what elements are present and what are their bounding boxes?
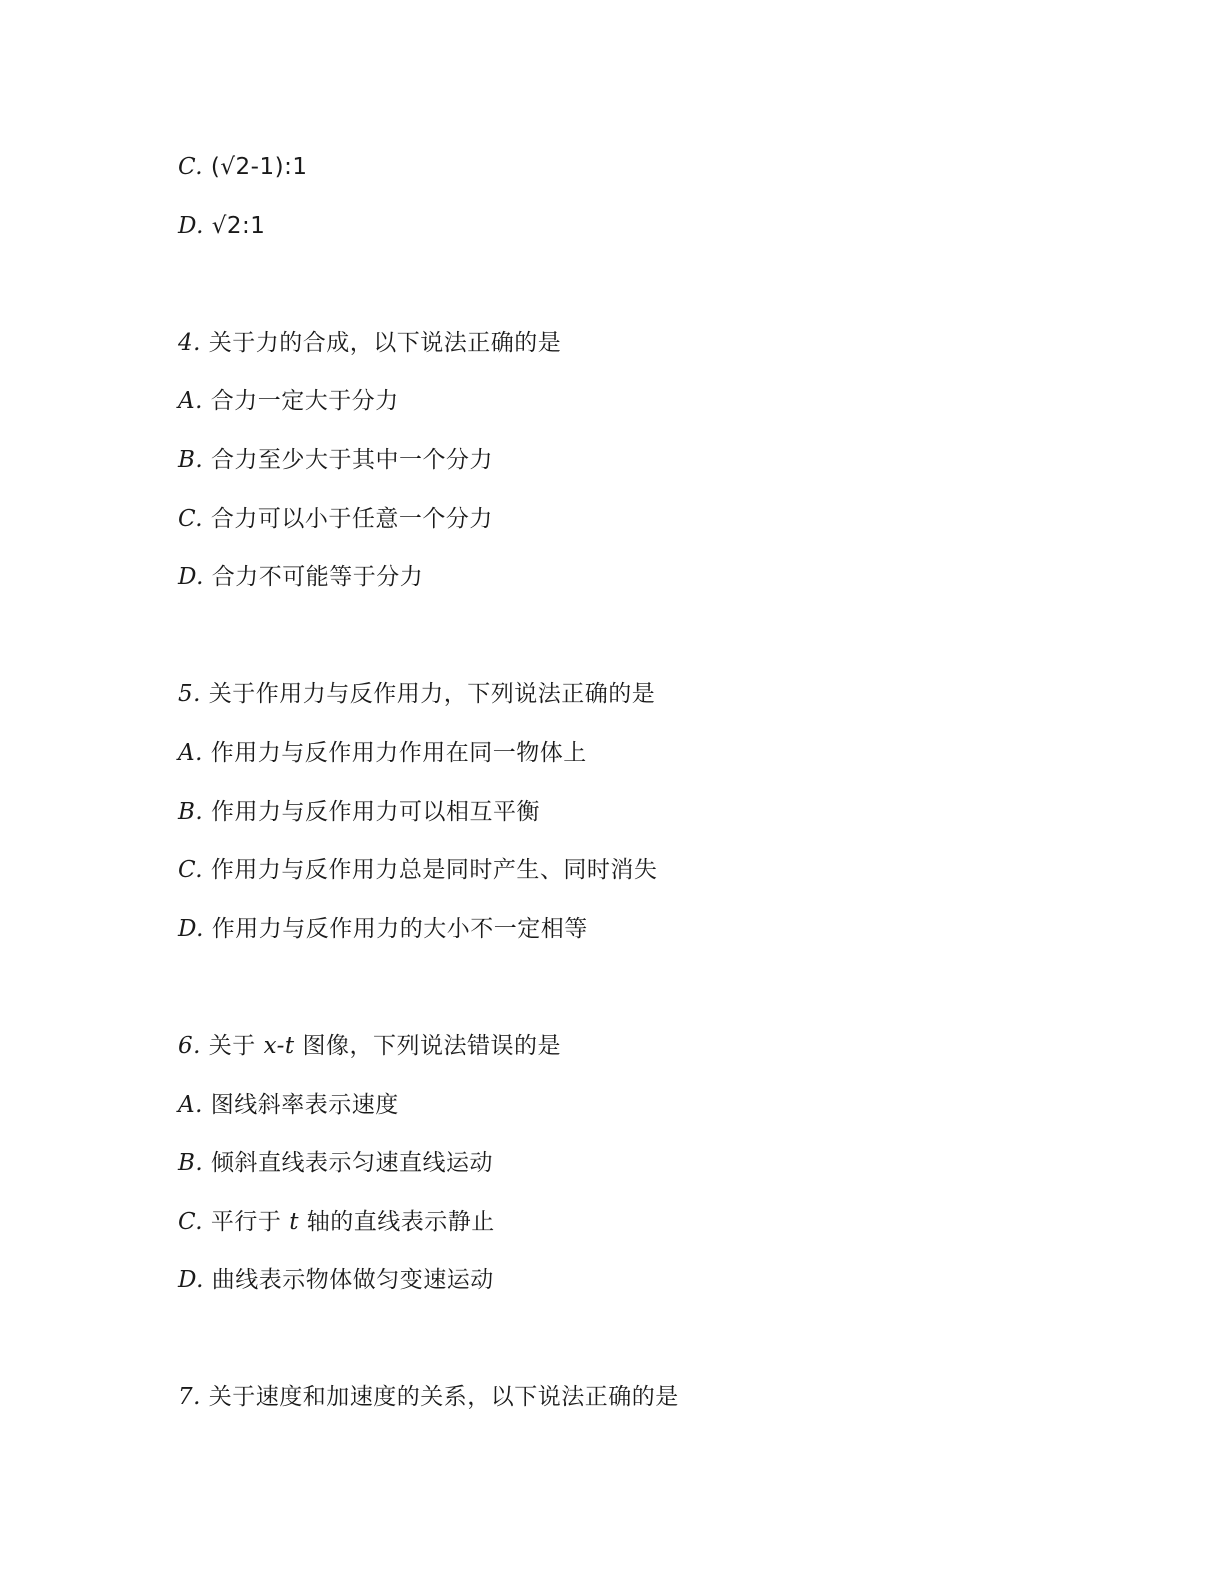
question-number: 4.: [178, 329, 201, 356]
option-line: [178, 900, 1078, 959]
option-text: 作用力与反作用力的大小不一定相等: [211, 915, 588, 942]
option-letter: D.: [178, 212, 204, 239]
option-line: [178, 841, 1078, 900]
option-letter: B.: [178, 798, 204, 825]
option-line: [178, 783, 1078, 842]
spacer: [178, 607, 1078, 666]
question-line: [178, 314, 1078, 373]
question-number: 6.: [178, 1032, 201, 1059]
document-page: [178, 138, 1078, 1427]
option-line: [178, 197, 1078, 256]
option-letter: B.: [178, 446, 204, 473]
option-text: 作用力与反作用力作用在同一物体上: [210, 739, 587, 766]
option-line: [178, 138, 1078, 197]
option-letter: D.: [178, 1267, 204, 1294]
option-line: [178, 431, 1078, 490]
option-letter: C.: [178, 505, 204, 532]
option-text-after: 轴的直线表示静止: [306, 1208, 495, 1235]
option-letter: D.: [178, 564, 204, 591]
question-text-before: 关于: [208, 1032, 256, 1059]
math-variable: t: [289, 1208, 299, 1235]
option-letter: A.: [178, 388, 203, 415]
option-text: 合力至少大于其中一个分力: [211, 446, 494, 473]
question-line: [178, 1017, 1078, 1076]
option-letter: B.: [178, 1150, 204, 1177]
option-line: [178, 1134, 1078, 1193]
question-number: 5.: [178, 681, 201, 708]
question-text: 关于作用力与反作用力，下列说法正确的是: [208, 681, 656, 708]
option-text: 合力不可能等于分力: [211, 564, 424, 591]
option-letter: C.: [178, 1208, 204, 1235]
option-text-before: 平行于: [210, 1208, 282, 1235]
option-line: [178, 1193, 1078, 1252]
option-letter: C.: [178, 857, 204, 884]
option-letter: A.: [178, 739, 203, 766]
option-text: 合力一定大于分力: [210, 388, 399, 415]
option-line: [178, 490, 1078, 549]
option-line: [178, 548, 1078, 607]
question-text: 关于速度和加速度的关系，以下说法正确的是: [208, 1384, 679, 1411]
option-line: [178, 724, 1078, 783]
question-number: 7.: [178, 1384, 201, 1411]
option-text: 曲线表示物体做匀变速运动: [211, 1267, 494, 1294]
option-text: 作用力与反作用力总是同时产生、同时消失: [210, 857, 658, 884]
spacer: [178, 1310, 1078, 1369]
option-text: 倾斜直线表示匀速直线运动: [211, 1150, 494, 1177]
option-letter: C.: [178, 154, 204, 180]
option-line: [178, 1251, 1078, 1310]
question-line: [178, 1368, 1078, 1427]
spacer: [178, 255, 1078, 314]
question-line: [178, 665, 1078, 724]
option-line: [178, 372, 1078, 431]
option-text: 作用力与反作用力可以相互平衡: [211, 798, 541, 825]
option-letter: D.: [178, 915, 204, 942]
spacer: [178, 958, 1078, 1017]
option-letter: A.: [178, 1091, 203, 1118]
question-text-after: 图像，下列说法错误的是: [302, 1032, 561, 1059]
option-text: 图线斜率表示速度: [210, 1091, 399, 1118]
option-line: [178, 1076, 1078, 1135]
question-text: 关于力的合成，以下说法正确的是: [208, 329, 562, 356]
option-text: 合力可以小于任意一个分力: [210, 505, 493, 532]
option-text: √2:1: [211, 212, 266, 239]
math-variable: x-t: [263, 1032, 295, 1059]
option-text: (√2-1):1: [210, 154, 308, 180]
